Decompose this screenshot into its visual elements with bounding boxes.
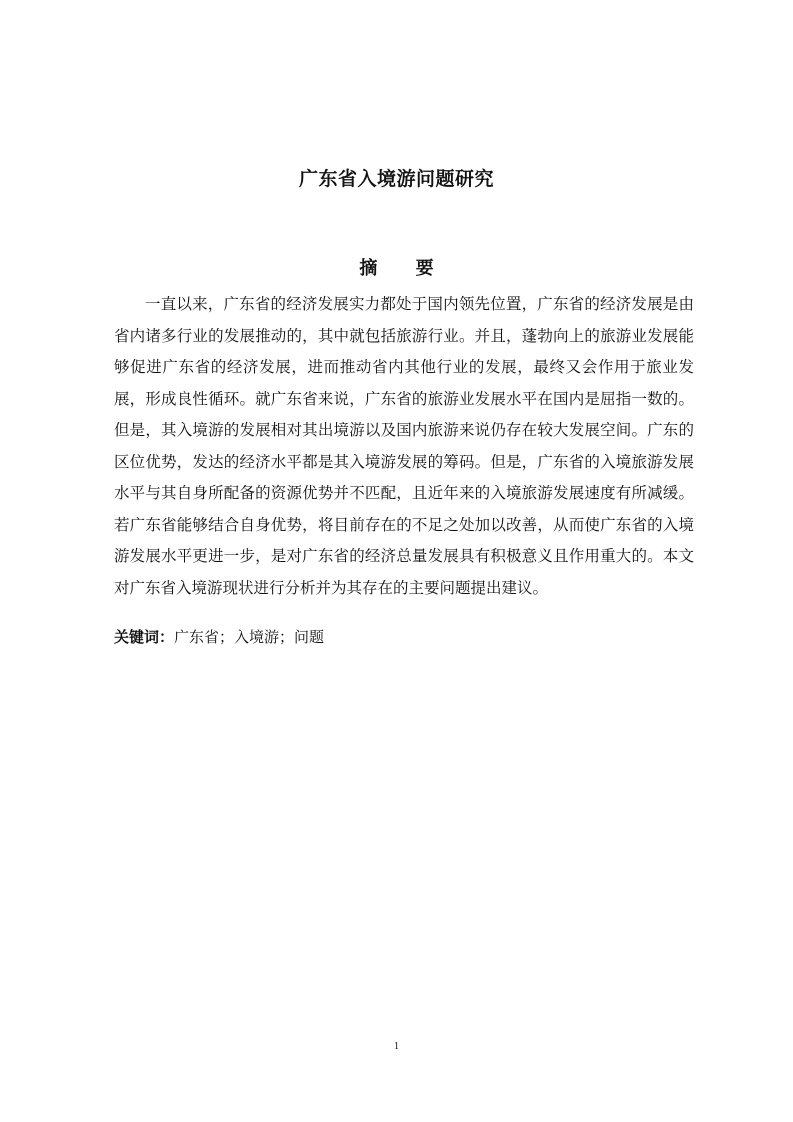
keywords-value: 广东省；入境游；问题 <box>174 628 325 646</box>
abstract-heading: 摘 要 <box>359 258 450 279</box>
abstract-paragraph: 一直以来，广东省的经济发展实力都处于国内领先位置，广东省的经济发展是由省内诸多行业的发展推动的，其中就包括旅游行业。并且，蓬勃向上的旅游业发展能够促进广东省的经济发展，进而推动省内其他行业的发展，最终又会作用于旅业发展，形成良性循环。就广东省来说，广东省的旅游业发展水平在国内是屈指一数的。但是，其入境游的发展相对其出境游以及国内旅游来说仍存在较大发展空间。广东的区位优势，发达的经济水平都是其入境游发展的筹码。但是，广东省的入境旅游发展水平与其自身所配备的资源优势并不匹配，且近年来的入境旅游发展速度有所减缓。若广东省能够结合自身优势，将目前存在的不足之处加以改善，从而使广东省的入境游发展水平更进一步，是对广东省的经济总量发展具有积极意义且作用重大的。本文对广东省入境游现状进行分析并为其存在的主要问题提出建议。 <box>114 295 694 597</box>
document-title: 广东省入境游问题研究 <box>298 168 494 190</box>
keywords-line <box>114 626 694 648</box>
keywords-label: 关键词： <box>114 628 175 646</box>
page-number: 1 <box>394 1041 399 1052</box>
